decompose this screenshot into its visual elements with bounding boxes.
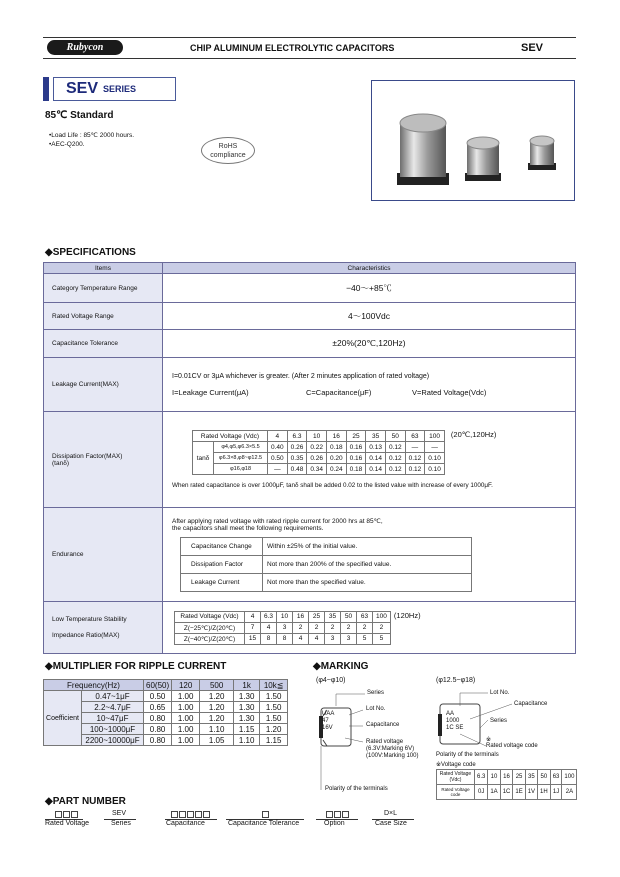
df-voltage-cell: 35 bbox=[366, 431, 386, 442]
vcode-voltage-cell: 35 bbox=[525, 770, 537, 785]
df-value-cell: 0.26 bbox=[287, 442, 307, 453]
ripple-value-cell: 1.30 bbox=[234, 691, 260, 702]
mark-small-rv bbox=[366, 739, 418, 760]
df-note: When rated capacitance is over 1000μF, tanδ shall be added 0.02 to the listed value with increase of every 1000μF. bbox=[172, 482, 493, 489]
ripple-value-cell: 0.65 bbox=[144, 702, 172, 713]
df-value-cell: 0.18 bbox=[326, 442, 346, 453]
ripple-heading: ◆MULTIPLIER FOR RIPPLE CURRENT bbox=[45, 661, 227, 672]
df-voltage-cell: 6.3 bbox=[287, 431, 307, 442]
low-value-cell: 3 bbox=[341, 633, 357, 644]
series-name: SEV bbox=[66, 80, 99, 97]
mark-small-lot: Lot No. bbox=[366, 706, 386, 712]
specifications-heading: ◆SPECIFICATIONS bbox=[45, 247, 136, 258]
low-value-cell: 3 bbox=[277, 622, 293, 633]
leakage-label: Leakage Current(MAX) bbox=[44, 358, 163, 412]
vcode-code-cell: 1E bbox=[513, 785, 525, 800]
df-label-line2: (tanδ) bbox=[52, 459, 69, 467]
ripple-coef-label: Coefficient bbox=[44, 691, 82, 746]
ripple-range-cell: 2.2~4.7μF bbox=[82, 702, 144, 713]
mark-print-cap: 47 bbox=[322, 718, 329, 724]
df-voltage-cell: 4 bbox=[268, 431, 288, 442]
ripple-value-cell: 0.80 bbox=[144, 724, 172, 735]
df-label bbox=[44, 412, 163, 508]
mark-large-print-lot: AA bbox=[446, 711, 455, 717]
low-value-cell: 4 bbox=[309, 633, 325, 644]
low-value-cell: 2 bbox=[357, 622, 373, 633]
df-condition: (20℃,120Hz) bbox=[450, 430, 497, 439]
leakage-i: I=Leakage Current(μA) bbox=[172, 387, 249, 397]
low-value-cell: 15 bbox=[245, 633, 261, 644]
low-temp-line1: Low Temperature Stability bbox=[52, 616, 127, 623]
capacitor-image bbox=[372, 81, 574, 200]
df-value-cell: 0.20 bbox=[326, 453, 346, 464]
mark-print-volt: 16V bbox=[322, 725, 333, 731]
brand-text: Rubycon bbox=[66, 42, 104, 53]
pn-label-series: Series bbox=[111, 820, 131, 827]
low-voltage-cell: 100 bbox=[373, 611, 391, 622]
cap-tol-value: ±20%(20℃,120Hz) bbox=[163, 330, 576, 358]
low-temp-line2: Impedance Ratio(MAX) bbox=[52, 632, 120, 639]
leakage-value bbox=[163, 358, 576, 412]
low-rv-header: Rated Voltage (Vdc) bbox=[175, 611, 245, 622]
df-value-cell: — bbox=[405, 442, 425, 453]
col-items: Items bbox=[44, 263, 163, 274]
df-value-cell: 0.35 bbox=[287, 453, 307, 464]
low-temp-table bbox=[174, 611, 391, 645]
mark-small-rv3: (100V:Marking 100) bbox=[366, 753, 419, 759]
vcode-code-label: Rated Voltage code bbox=[437, 785, 475, 800]
df-value-cell: 0.16 bbox=[346, 453, 366, 464]
brand-logo bbox=[47, 40, 123, 55]
endurance-key: Dissipation Factor bbox=[181, 556, 263, 574]
ripple-value-cell: 1.00 bbox=[172, 713, 200, 724]
ripple-range-cell: 10~47μF bbox=[82, 713, 144, 724]
mark-small-rv2: (6.3V:Marking 6V) bbox=[366, 746, 415, 752]
voltage-value: 4～100Vdc bbox=[163, 303, 576, 330]
part-number-heading: ◆PART NUMBER bbox=[45, 796, 126, 807]
series-suffix: SERIES bbox=[103, 84, 137, 94]
df-voltage-cell: 63 bbox=[405, 431, 425, 442]
mark-large-print-cap: 1000 bbox=[446, 718, 460, 724]
low-voltage-cell: 35 bbox=[325, 611, 341, 622]
col-characteristics: Characteristics bbox=[163, 263, 576, 274]
ripple-value-cell: 1.20 bbox=[260, 724, 288, 735]
low-value-cell: 2 bbox=[341, 622, 357, 633]
voltage-code-title: ※Voltage code bbox=[436, 762, 476, 768]
endurance-criterion: Within ±25% of the initial value. bbox=[263, 538, 472, 556]
low-ratio-label: Z(−40℃)/Z(20℃) bbox=[175, 633, 245, 644]
endurance-criterion: Not more than 200% of the specified value. bbox=[263, 556, 472, 574]
ripple-value-cell: 1.50 bbox=[260, 702, 288, 713]
low-voltage-cell: 16 bbox=[293, 611, 309, 622]
low-value-cell: 3 bbox=[325, 633, 341, 644]
mark-large-cap: Capacitance bbox=[514, 701, 548, 707]
ripple-value-cell: 1.15 bbox=[260, 735, 288, 746]
vcode-voltage-cell: 50 bbox=[538, 770, 551, 785]
df-voltage-cell: 100 bbox=[425, 431, 445, 442]
df-value-cell: 0.14 bbox=[366, 464, 386, 475]
low-value-cell: 4 bbox=[261, 622, 277, 633]
df-value-cell: 0.18 bbox=[346, 464, 366, 475]
marking-small-print bbox=[322, 711, 334, 732]
ripple-freq-header: Frequency(Hz) bbox=[44, 680, 144, 691]
vcode-voltage-cell: 16 bbox=[500, 770, 513, 785]
mark-large-star: ※ bbox=[486, 737, 492, 743]
df-value-cell: 0.14 bbox=[366, 453, 386, 464]
vcode-code-cell: 1J bbox=[550, 785, 562, 800]
endurance-key: Capacitance Change bbox=[181, 538, 263, 556]
ripple-range-cell: 100~1000μF bbox=[82, 724, 144, 735]
mark-large-print-code: 1C SE bbox=[446, 725, 464, 731]
page-title: CHIP ALUMINUM ELECTROLYTIC CAPACITORS bbox=[190, 43, 395, 53]
series-title-box bbox=[53, 77, 176, 101]
vcode-code-cell: 1A bbox=[488, 785, 500, 800]
pn-series-value: SEV bbox=[112, 810, 127, 817]
df-value-cell: 0.12 bbox=[385, 464, 405, 475]
df-size-cell: φ4,φ5,φ6.3×5.5 bbox=[214, 442, 268, 453]
ripple-value-cell: 0.80 bbox=[144, 735, 172, 746]
ripple-value-cell: 1.30 bbox=[234, 713, 260, 724]
low-voltage-cell: 63 bbox=[357, 611, 373, 622]
df-rv-header: Rated Voltage (Vdc) bbox=[193, 431, 268, 442]
df-value-cell: 0.22 bbox=[307, 442, 327, 453]
ripple-table bbox=[43, 679, 288, 746]
low-value-cell: 5 bbox=[357, 633, 373, 644]
low-value-cell: 2 bbox=[325, 622, 341, 633]
ripple-value-cell: 1.00 bbox=[172, 691, 200, 702]
mark-large-rvc: Rated voltage code bbox=[486, 743, 538, 749]
vcode-voltage-cell: 6.3 bbox=[475, 770, 488, 785]
ripple-value-cell: 1.20 bbox=[200, 713, 234, 724]
df-voltage-cell: 10 bbox=[307, 431, 327, 442]
df-value-cell: 0.48 bbox=[287, 464, 307, 475]
cap-tol-label: Capacitance Tolerance bbox=[44, 330, 163, 358]
low-ratio-label: Z(−25℃)/Z(20℃) bbox=[175, 622, 245, 633]
ripple-value-cell: 0.80 bbox=[144, 713, 172, 724]
vcode-code-cell: 2A bbox=[562, 785, 577, 800]
df-value-cell: 0.34 bbox=[307, 464, 327, 475]
pn-label-capacitance: Capacitance bbox=[166, 820, 205, 827]
endurance-criterion: Not more than the specified value. bbox=[263, 574, 472, 592]
vcode-rv-label: Rated Voltage (Vdc) bbox=[437, 770, 475, 785]
endurance-table bbox=[180, 537, 472, 592]
pn-label-rated-voltage: Rated Voltage bbox=[45, 820, 89, 827]
mark-print-lot: UAA bbox=[322, 711, 335, 717]
low-value-cell: 5 bbox=[373, 633, 391, 644]
low-value-cell: 2 bbox=[309, 622, 325, 633]
temp-label: Category Temperature Range bbox=[44, 274, 163, 303]
ripple-range-cell: 0.47~1μF bbox=[82, 691, 144, 702]
df-value-cell: 0.12 bbox=[385, 442, 405, 453]
df-value bbox=[163, 412, 576, 508]
ripple-value-cell: 1.10 bbox=[234, 735, 260, 746]
marking-large-range: (φ12.5~φ18) bbox=[436, 677, 476, 684]
df-value-cell: 0.12 bbox=[405, 464, 425, 475]
ripple-freq-cell: 120 bbox=[172, 680, 200, 691]
df-value-cell: — bbox=[268, 464, 288, 475]
pn-case-size-value: D×L bbox=[384, 810, 398, 817]
ripple-value-cell: 1.50 bbox=[260, 713, 288, 724]
voltage-code-table bbox=[436, 769, 577, 800]
ripple-freq-cell: 60(50) bbox=[144, 680, 172, 691]
vcode-voltage-cell: 100 bbox=[562, 770, 577, 785]
bullet-load-life: •Load Life : 85℃ 2000 hours. bbox=[49, 132, 135, 139]
low-value-cell: 7 bbox=[245, 622, 261, 633]
ripple-value-cell: 1.00 bbox=[172, 735, 200, 746]
endurance-text1: After applying rated voltage with rated ripple current for 2000 hrs at 85℃, bbox=[172, 518, 383, 525]
vcode-code-cell: 1H bbox=[538, 785, 551, 800]
df-value-cell: 0.12 bbox=[385, 453, 405, 464]
marking-small-diagram bbox=[313, 686, 433, 790]
mark-small-polarity: Polarity of the terminals bbox=[325, 786, 388, 792]
low-voltage-cell: 4 bbox=[245, 611, 261, 622]
marking-heading: ◆MARKING bbox=[313, 661, 369, 672]
df-tan-label: tanδ bbox=[193, 442, 214, 475]
low-voltage-cell: 10 bbox=[277, 611, 293, 622]
ripple-freq-cell: 1k bbox=[234, 680, 260, 691]
low-value-cell: 8 bbox=[261, 633, 277, 644]
series-code: SEV bbox=[521, 42, 544, 54]
ripple-freq-cell: 10k≦ bbox=[260, 680, 288, 691]
vcode-voltage-cell: 10 bbox=[488, 770, 500, 785]
vcode-code-cell: 0J bbox=[475, 785, 488, 800]
ripple-value-cell: 1.00 bbox=[172, 724, 200, 735]
marking-large-print bbox=[446, 711, 463, 732]
ripple-value-cell: 1.50 bbox=[260, 691, 288, 702]
rohs-line2: compliance bbox=[210, 152, 246, 159]
ripple-range-cell: 2200~10000μF bbox=[82, 735, 144, 746]
df-size-cell: φ6.3×8,φ8~φ12.5 bbox=[214, 453, 268, 464]
mark-small-cap: Capacitance bbox=[366, 722, 400, 728]
rohs-badge bbox=[201, 137, 255, 164]
leakage-c: C=Capacitance(μF) bbox=[306, 387, 372, 397]
df-table bbox=[192, 430, 445, 475]
df-size-cell: φ16,φ18 bbox=[214, 464, 268, 475]
low-temp-label bbox=[44, 602, 163, 654]
df-label-line1: Dissipation Factor(MAX) bbox=[52, 452, 123, 460]
df-value-cell: 0.40 bbox=[268, 442, 288, 453]
pn-label-option: Option bbox=[324, 820, 345, 827]
ripple-value-cell: 1.20 bbox=[200, 691, 234, 702]
ripple-value-cell: 1.30 bbox=[234, 702, 260, 713]
ripple-value-cell: 1.20 bbox=[200, 702, 234, 713]
mark-large-polarity: Polarity of the terminals bbox=[436, 752, 499, 758]
low-value-cell: 2 bbox=[293, 622, 309, 633]
df-voltage-cell: 25 bbox=[346, 431, 366, 442]
df-value-cell: 0.10 bbox=[425, 453, 445, 464]
ripple-value-cell: 1.15 bbox=[234, 724, 260, 735]
df-value-cell: 0.24 bbox=[326, 464, 346, 475]
vcode-code-cell: 1C bbox=[500, 785, 513, 800]
mark-small-rv1: Rated voltage bbox=[366, 739, 404, 745]
rohs-line1: RoHS bbox=[218, 143, 238, 150]
series-accent-bar bbox=[43, 77, 49, 101]
product-photo bbox=[371, 80, 575, 201]
low-voltage-cell: 25 bbox=[309, 611, 325, 622]
mark-large-series: Series bbox=[490, 718, 508, 724]
low-voltage-cell: 6.3 bbox=[261, 611, 277, 622]
ripple-value-cell: 1.10 bbox=[200, 724, 234, 735]
pn-label-case-size: Case Size bbox=[375, 820, 407, 827]
specifications-table bbox=[43, 262, 576, 654]
low-temp-condition: (120Hz) bbox=[393, 610, 421, 620]
mark-large-lot: Lot No. bbox=[490, 690, 510, 696]
temp-value: −40～+85℃ bbox=[163, 274, 576, 303]
bullet-aec: •AEC-Q200. bbox=[49, 141, 85, 148]
ripple-value-cell: 1.00 bbox=[172, 702, 200, 713]
df-value-cell: 0.10 bbox=[425, 464, 445, 475]
endurance-text2: the capacitors shall meet the following requirements. bbox=[172, 525, 324, 532]
low-temp-value bbox=[163, 602, 576, 654]
ripple-value-cell: 1.05 bbox=[200, 735, 234, 746]
low-value-cell: 4 bbox=[293, 633, 309, 644]
low-value-cell: 2 bbox=[373, 622, 391, 633]
mark-small-series: Series bbox=[367, 690, 385, 696]
endurance-key: Leakage Current bbox=[181, 574, 263, 592]
vcode-voltage-cell: 25 bbox=[513, 770, 525, 785]
df-voltage-cell: 50 bbox=[385, 431, 405, 442]
standard-heading: 85℃ Standard bbox=[45, 110, 114, 121]
df-value-cell: 0.16 bbox=[346, 442, 366, 453]
vcode-code-cell: 1V bbox=[525, 785, 537, 800]
vcode-voltage-cell: 63 bbox=[550, 770, 562, 785]
voltage-label: Rated Voltage Range bbox=[44, 303, 163, 330]
ripple-value-cell: 0.50 bbox=[144, 691, 172, 702]
leakage-v: V=Rated Voltage(Vdc) bbox=[412, 387, 487, 397]
df-value-cell: 0.50 bbox=[268, 453, 288, 464]
pn-label-tolerance: Capacitance Tolerance bbox=[228, 820, 300, 827]
low-value-cell: 8 bbox=[277, 633, 293, 644]
endurance-value bbox=[163, 508, 576, 602]
leakage-formula: I=0.01CV or 3μA whichever is greater. (After 2 minutes application of rated voltage) bbox=[172, 372, 430, 380]
df-value-cell: 0.12 bbox=[405, 453, 425, 464]
leakage-legend bbox=[172, 388, 575, 397]
low-voltage-cell: 50 bbox=[341, 611, 357, 622]
marking-small-range: (φ4~φ10) bbox=[316, 677, 346, 684]
ripple-freq-cell: 500 bbox=[200, 680, 234, 691]
endurance-label: Endurance bbox=[44, 508, 163, 602]
df-voltage-cell: 16 bbox=[326, 431, 346, 442]
df-value-cell: 0.13 bbox=[366, 442, 386, 453]
df-value-cell: 0.26 bbox=[307, 453, 327, 464]
df-value-cell: — bbox=[425, 442, 445, 453]
